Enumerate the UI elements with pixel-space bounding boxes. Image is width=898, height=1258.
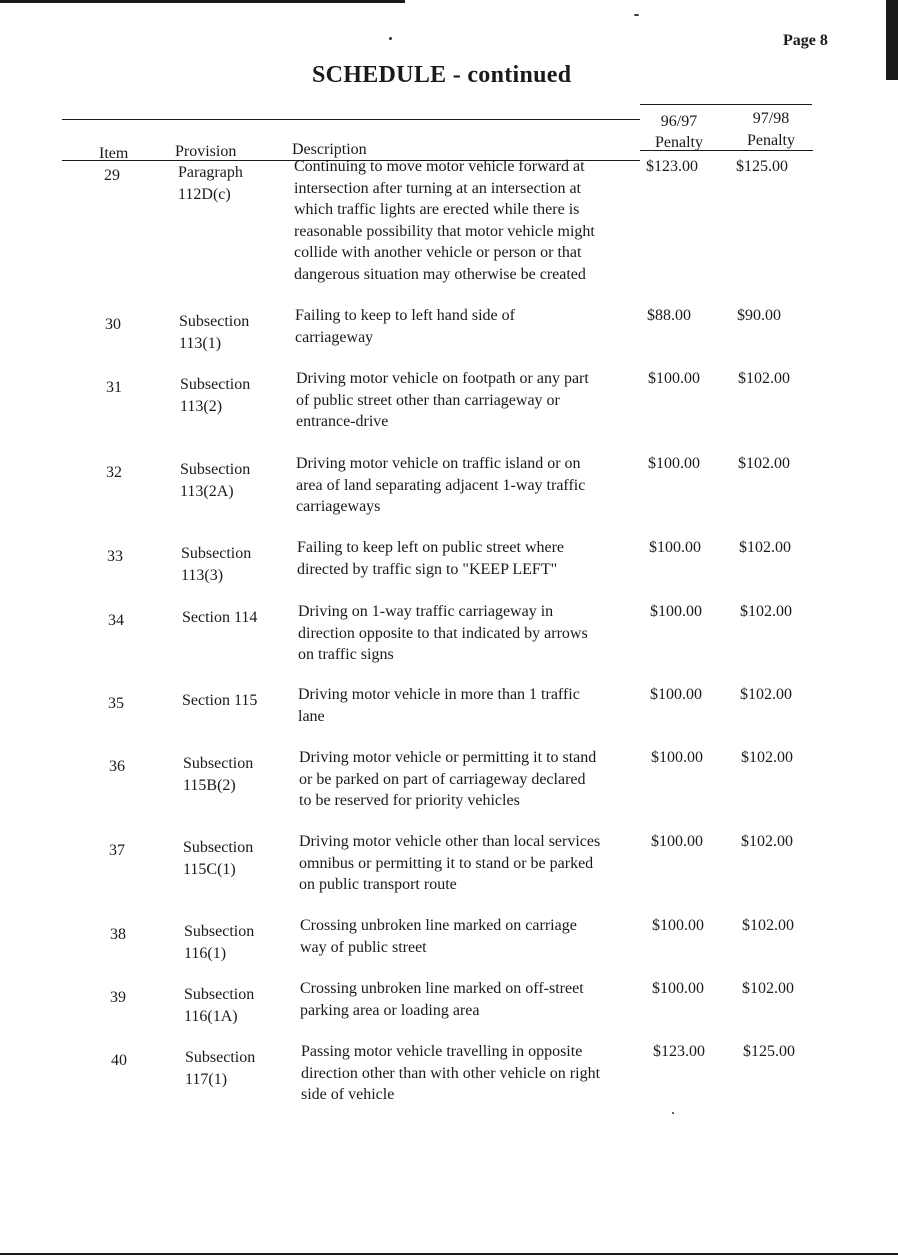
provision: Subsection 117(1)	[185, 1049, 256, 1088]
penalty-9697: $100.00	[648, 455, 700, 472]
header-description: Description	[292, 141, 367, 158]
penalty-9798: $102.00	[742, 917, 794, 934]
item-number: 36	[109, 758, 125, 775]
penalty-9798: $125.00	[743, 1043, 795, 1060]
item-number: 34	[108, 612, 124, 629]
description: Driving motor vehicle on footpath or any part of public street other than carriageway or entrance-drive	[296, 370, 589, 430]
penalty-9697: $100.00	[648, 370, 700, 387]
provision: Subsection 115C(1)	[183, 839, 254, 878]
provision: Subsection 113(1)	[179, 313, 250, 352]
item-number: 40	[111, 1052, 127, 1069]
scan-edge-bottom	[0, 1253, 898, 1255]
penalty-9697: $123.00	[653, 1043, 705, 1060]
header-rule-top-left	[62, 119, 640, 120]
header-penalty-9798: Penalty	[747, 132, 795, 149]
provision: Subsection 113(2A)	[180, 461, 251, 500]
provision: Subsection 116(1)	[184, 923, 255, 962]
scan-speck	[634, 14, 639, 16]
provision: Subsection 113(3)	[181, 545, 252, 584]
description: Continuing to move motor vehicle forward at intersection after turning at an intersection at which traffic lights are erected while there is reasonable possibility that motor vehicle might collide with another vehicle or person or that dangerous situation may otherwise be created	[294, 158, 595, 283]
penalty-9697: $100.00	[650, 603, 702, 620]
item-number: 38	[110, 926, 126, 943]
provision: Subsection 116(1A)	[184, 986, 255, 1025]
provision: Paragraph 112D(c)	[178, 164, 243, 203]
item-number: 30	[105, 316, 121, 333]
item-number: 33	[107, 548, 123, 565]
penalty-9798: $102.00	[738, 455, 790, 472]
description: Driving motor vehicle in more than 1 traffic lane	[298, 686, 580, 725]
item-number: 39	[110, 989, 126, 1006]
header-item: Item	[99, 145, 129, 162]
description: Driving motor vehicle other than local services omnibus or permitting it to stand or be parked on public transport route	[299, 833, 601, 893]
header-rule-top-right	[640, 104, 812, 105]
provision: Section 114	[182, 609, 258, 626]
item-number: 37	[109, 842, 125, 859]
provision: Subsection 115B(2)	[183, 755, 254, 794]
description: Crossing unbroken line marked on off-street parking area or loading area	[300, 980, 584, 1019]
scan-edge-right	[886, 0, 898, 80]
penalty-9697: $88.00	[647, 307, 691, 324]
description: Driving motor vehicle or permitting it to stand or be parked on part of carriageway declared to be reserved for priority vehicles	[299, 749, 597, 809]
penalty-9798: $102.00	[740, 603, 792, 620]
penalty-9697: $100.00	[652, 980, 704, 997]
page-number: Page 8	[783, 32, 828, 49]
provision: Subsection 113(2)	[180, 376, 251, 415]
penalty-9798: $102.00	[741, 749, 793, 766]
description: Failing to keep to left hand side of carriageway	[295, 307, 515, 346]
penalty-9798: $102.00	[740, 686, 792, 703]
penalty-9697: $100.00	[652, 917, 704, 934]
header-provision: Provision	[175, 143, 237, 160]
penalty-9798: $90.00	[737, 307, 781, 324]
penalty-9798: $125.00	[736, 158, 788, 175]
description: Failing to keep left on public street where directed by traffic sign to "KEEP LEFT"	[297, 539, 565, 578]
scan-edge-top	[0, 0, 405, 3]
description: Crossing unbroken line marked on carriage way of public street	[300, 917, 577, 956]
scan-speck	[672, 1112, 674, 1114]
penalty-9798: $102.00	[742, 980, 794, 997]
penalty-9697: $100.00	[651, 833, 703, 850]
header-year-9697: 96/97	[660, 113, 698, 130]
penalty-9798: $102.00	[738, 370, 790, 387]
penalty-9697: $100.00	[649, 539, 701, 556]
item-number: 29	[104, 167, 120, 184]
item-number: 32	[106, 464, 122, 481]
description: Driving motor vehicle on traffic island or on area of land separating adjacent 1-way traffic carriageways	[296, 455, 586, 515]
penalty-9798: $102.00	[741, 833, 793, 850]
page-title: SCHEDULE - continued	[312, 62, 572, 88]
header-penalty-9697: Penalty	[655, 134, 703, 151]
scan-speck	[389, 37, 392, 40]
header-year-9798: 97/98	[752, 110, 790, 127]
provision: Section 115	[182, 692, 258, 709]
item-number: 35	[108, 695, 124, 712]
description: Passing motor vehicle travelling in opposite direction other than with other vehicle on right side of vehicle	[301, 1043, 601, 1103]
penalty-9697: $123.00	[646, 158, 698, 175]
item-number: 31	[106, 379, 122, 396]
penalty-9697: $100.00	[650, 686, 702, 703]
penalty-9798: $102.00	[739, 539, 791, 556]
penalty-9697: $100.00	[651, 749, 703, 766]
description: Driving on 1-way traffic carriageway in direction opposite to that indicated by arrows on traffic signs	[298, 603, 588, 663]
